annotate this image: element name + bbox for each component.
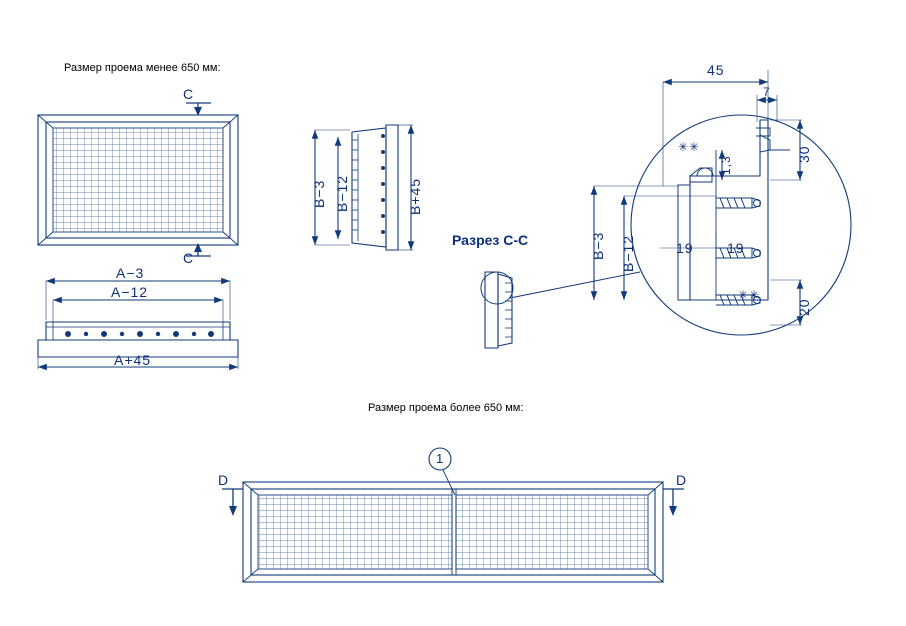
section-cc-title: Разрез C-C	[452, 232, 529, 248]
mark-c-top: C	[183, 86, 195, 102]
mark-d-right: D	[676, 472, 688, 488]
dim-b-minus-12-side: B−12	[334, 174, 350, 212]
screw-mark-lower-icon: ✳✳	[738, 288, 761, 302]
top-section-title: Размер проема менее 650 мм:	[64, 62, 221, 74]
balloon-label-1: 1	[436, 451, 445, 466]
mark-d-left: D	[218, 472, 230, 488]
dim-7: 7	[763, 85, 771, 99]
dim-b-minus-12-detail: B−12	[620, 234, 636, 272]
dim-a-minus-3: A−3	[116, 265, 145, 281]
mark-c-bottom: C	[183, 250, 195, 266]
dim-b-plus-45-side: B+45	[407, 177, 423, 215]
dim-1-3: 1,3	[719, 155, 733, 175]
screw-mark-upper-icon: ✳✳	[678, 140, 701, 154]
dim-19-left: 19	[676, 240, 694, 256]
dim-b-minus-3-side: B−3	[311, 179, 327, 208]
dim-b-minus-3-detail: B−3	[590, 231, 606, 260]
dim-a-minus-12: A−12	[111, 284, 149, 300]
dim-20: 20	[796, 298, 812, 316]
dim-30: 30	[796, 145, 812, 163]
dim-19-right: 19	[727, 240, 745, 256]
dim-a-plus-45: A+45	[114, 352, 152, 368]
dim-45: 45	[707, 62, 725, 78]
bottom-section-title: Размер проема более 650 мм:	[368, 402, 524, 414]
